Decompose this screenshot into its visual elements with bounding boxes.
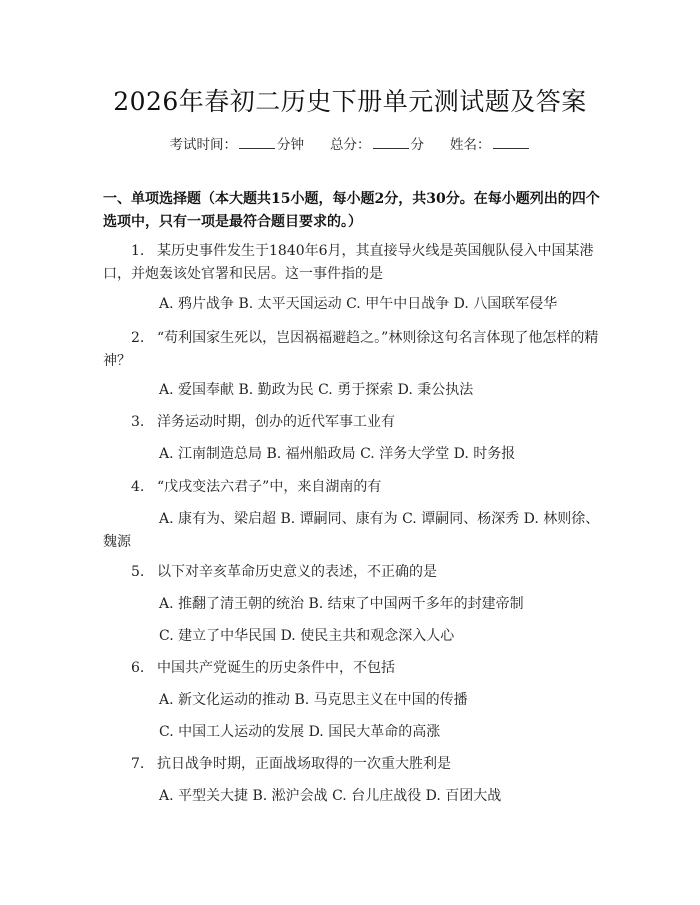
section-heading: 一、单项选择题（本大题共15小题，每小题2分，共30分。在每小题列出的四个选项中，只有一项是最符合题目要求的。） <box>103 191 600 230</box>
question-number: 3. <box>131 414 145 430</box>
question-number: 1. <box>131 243 145 259</box>
question-text: 以下对辛亥革命历史意义的表述，不正确的是 <box>157 564 437 580</box>
name-blank <box>493 136 529 149</box>
time-label: 考试时间： <box>169 137 237 153</box>
score-label: 总分： <box>330 137 371 153</box>
question-number: 5. <box>131 564 145 580</box>
question-6-option-line-2: C. 中国工人运动的发展 D. 国民大革命的高涨 <box>159 724 441 740</box>
page-title: 2026年春初二历史下册单元测试题及答案 <box>113 87 587 116</box>
question-number: 4. <box>131 479 145 495</box>
question-4 <box>103 476 603 499</box>
question-text: 抗日战争时期，正面战场取得的一次重大胜利是 <box>157 756 451 772</box>
question-7 <box>103 753 603 776</box>
question-text: “戊戌变法六君子”中，来自湖南的有 <box>157 479 382 495</box>
question-3 <box>103 411 603 434</box>
name-label: 姓名： <box>450 137 491 153</box>
time-blank <box>239 136 275 149</box>
question-5-option-line-1: A. 推翻了清王朝的统治 B. 结束了中国两千多年的封建帝制 <box>159 596 524 612</box>
question-number: 6. <box>131 660 145 676</box>
question-text: 洋务运动时期，创办的近代军事工业有 <box>157 414 395 430</box>
question-text: 某历史事件发生于1840年6月，其直接导火线是英国舰队侵入中国某港口，并炮轰该处官署和民居。这一事件指的是 <box>103 243 594 282</box>
question-text: “苟利国家生死以，岂因祸福避趋之。”林则徐这句名言体现了他怎样的精神？ <box>103 330 599 369</box>
question-number: 2. <box>131 330 145 346</box>
exam-info-line <box>0 133 700 153</box>
score-blank <box>373 136 409 149</box>
question-5-option-line-2: C. 建立了中华民国 D. 使民主共和观念深入人心 <box>159 628 455 644</box>
score-unit: 分 <box>410 137 424 153</box>
question-6-option-line-1: A. 新文化运动的推动 B. 马克思主义在中国的传播 <box>159 692 468 708</box>
question-text: 中国共产党诞生的历史条件中，不包括 <box>157 660 395 676</box>
question-6 <box>103 657 603 680</box>
question-4-options: A. 康有为、梁启超 B. 谭嗣同、康有为 C. 谭嗣同、杨深秀 D. 林则徐、魏源 <box>103 511 600 550</box>
question-7-options: A. 平型关大捷 B. 淞沪会战 C. 台儿庄战役 D. 百团大战 <box>159 788 502 804</box>
question-1-options: A. 鸦片战争 B. 太平天国运动 C. 甲午中日战争 D. 八国联军侵华 <box>159 296 558 312</box>
question-1 <box>103 240 603 286</box>
question-number: 7. <box>131 756 145 772</box>
question-3-options: A. 江南制造总局 B. 福州船政局 C. 洋务大学堂 D. 时务报 <box>159 446 516 462</box>
time-unit: 分钟 <box>277 137 304 153</box>
question-5 <box>103 561 603 584</box>
question-2-options: A. 爱国奉献 B. 勤政为民 C. 勇于探索 D. 秉公执法 <box>159 382 474 398</box>
question-2 <box>103 327 603 373</box>
